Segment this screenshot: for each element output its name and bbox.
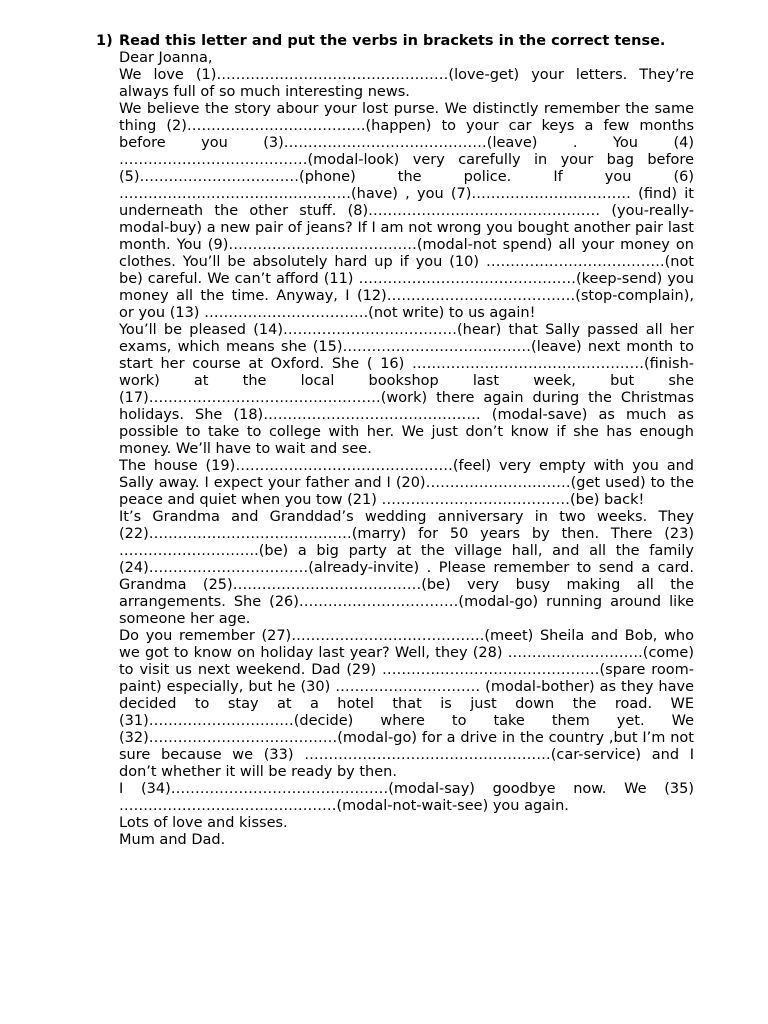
letter-greeting: Dear Joanna, [119, 50, 213, 66]
letter-closing: Lots of love and kisses. [119, 815, 288, 831]
letter-signature: Mum and Dad. [119, 832, 226, 848]
letter-paragraph-6: Do you remember (27)………………………………….(meet) Sheila and Bob, who we got to know on holiday last year? Well, they (28) ……………………….(come) to visit us next weekend. Dad (29) ………………………………………(spare room-paint) especially, but he (30) ………………………… (modal-bother) as they have decided to stay at a hotel that is just down the road. WE (31)…………………………(decide) where to take them yet. We (32)…………………………………(modal-go) for a drive in the country ,but I’m not sure because we (33) ……………………………………………(car-service) and I don’t whether it will be ready by then. [119, 628, 694, 780]
letter-paragraph-7: I (34)………………………………………(modal-say) goodbye now. We (35) ………………………………………(modal-not-wait-see) you again. [119, 781, 694, 814]
exercise-number: 1) [96, 33, 113, 49]
letter-paragraph-5: It’s Grandma and Granddad’s wedding anniversary in two weeks. They (22)……………………………………(marry) for 50 years by then. There (23) ………………………..(be) a big party at the village hall, and all the family (24)……………………………(already-invite) . Please remember to send a card. Grandma (25)…………………………………(be) very busy making all the arrangements. She (26)……………………………(modal-go) running around like someone her age. [119, 509, 694, 627]
letter-paragraph-2: We believe the story abour your lost purse. We distinctly remember the same thing (2)……………………………….(happen) to your car keys a few months before you (3)……………………………………(leave) . You (4) …………………………………(modal-look) very carefully in your bag before (5)……………………………(phone) the police. If you (6) …………………………………………(have) , you (7)…………………………… (find) it underneath the other stuff. (8)………………………………………… (you-really-modal-buy) a new pair of jeans? If I am not wrong you bought another pair last month. You (9)…………………………………(modal-not spend) all your money on clothes. You’ll be absolutely hard up if you (10) ……………………………….(not be) careful. We can’t afford (11) ………………………………………(keep-send) you money all the time. Anyway, I (12)…………………………………(stop-complain), or you (13) …………………………….(not write) to us again! [119, 101, 694, 321]
letter-body [119, 67, 694, 815]
exercise-instruction: Read this letter and put the verbs in brackets in the correct tense. [119, 33, 666, 49]
letter-paragraph-1: We love (1)…………………………………………(love-get) your letters. They’re always full of so much interesting news. [119, 67, 694, 100]
letter-paragraph-3: You’ll be pleased (14)………………………………(hear) that Sally passed all her exams, which means she (15)…………………………………(leave) next month to start her course at Oxford. She ( 16) …………………………………………(finish-work) at the local bookshop last week, but she (17)…………………………………………(work) there again during the Christmas holidays. She (18)……………………………………… (modal-save) as much as possible to take to college with her. We just don’t know if she has enough money. We’ll have to wait and see. [119, 322, 694, 457]
letter-paragraph-4: The house (19)………………………………………(feel) very empty with you and Sally away. I expect your father and I (20)…………………………(get used) to the peace and quiet when you tow (21) …………………………………(be) back! [119, 458, 694, 508]
exercise-content [119, 33, 694, 849]
